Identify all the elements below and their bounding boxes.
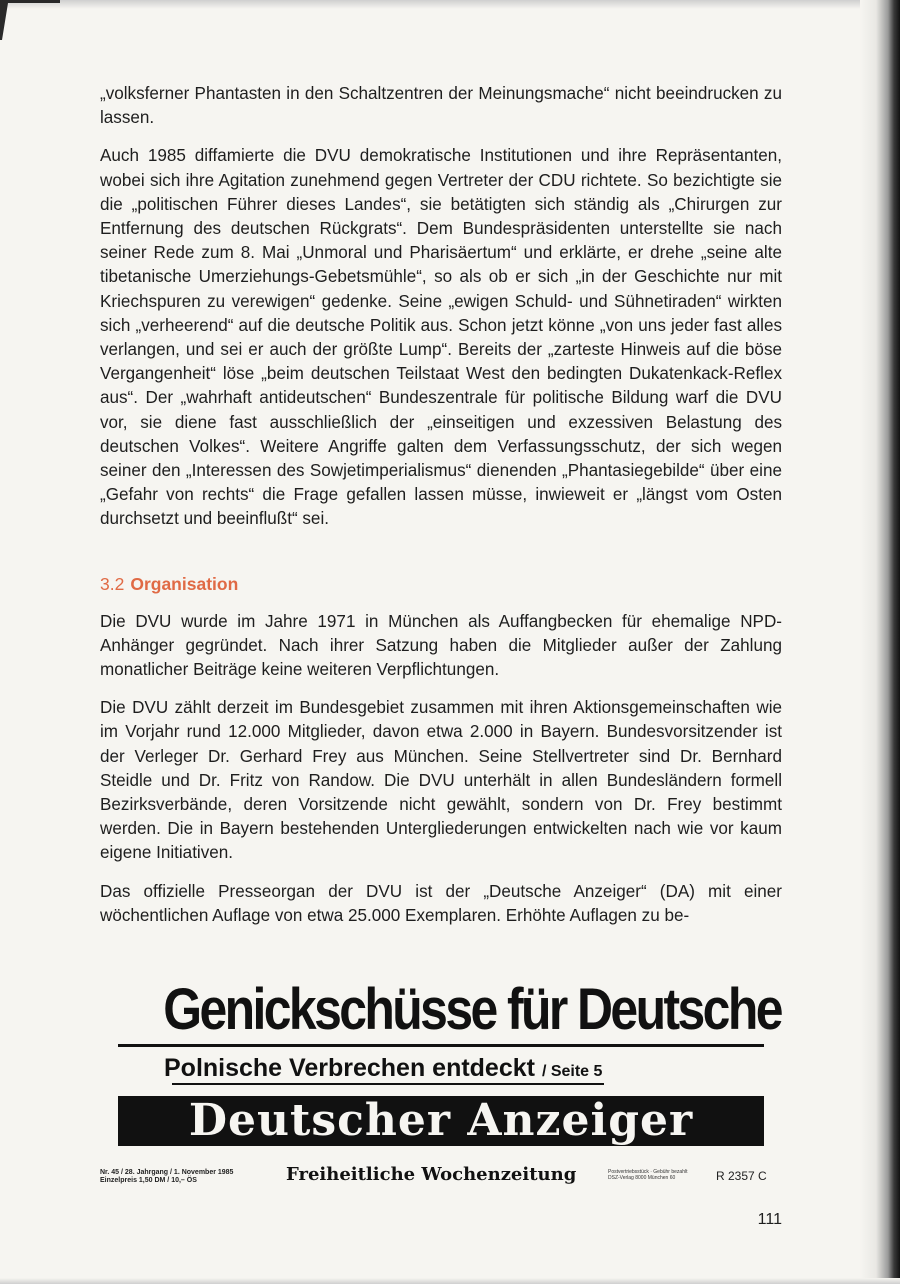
page-number: 111 <box>757 1211 782 1228</box>
paragraph-membership: Die DVU zählt derzeit im Bundesgebiet zusammen mit ihren Aktionsgemeinschaften wie im Vorjahr rund 12.000 Mitglieder, davon etwa 2.000 in Bayern. Bundesvorsitzender ist der Verleger Dr. Gerhard Frey aus München. Seine Stellvertreter sind Dr. Bernhard Steidle und Dr. Fritz von Randow. Die DVU unterhält in allen Bundesländern formell Bezirksverbände, deren Vorsitzende nicht gewählt, sondern von Dr. Frey bestimmt werden. Die in Bayern bestehenden Untergliederungen entwickelten nach wie vor kaum eigene Initiativen. <box>100 698 782 863</box>
scan-right-edge <box>860 0 900 1284</box>
paragraph-continuation: „volksferner Phantasten in den Schaltzentren der Meinungsmache“ nicht beeindrucken zu lassen. <box>100 84 782 128</box>
newspaper-masthead <box>118 1096 764 1146</box>
publisher-line: DSZ-Verlag 8000 München 60 <box>608 1175 676 1181</box>
subheadline-page-ref: / Seite 5 <box>541 1063 603 1080</box>
subheadline-rule <box>172 1083 604 1085</box>
section-title: Organisation <box>130 573 239 594</box>
scan-corner-mark <box>0 0 60 40</box>
document-body <box>100 82 782 942</box>
headline-rule <box>118 1044 764 1047</box>
price-line: Einzelpreis 1,50 DM / 10,– ÖS <box>100 1177 197 1184</box>
paragraph-dvu-1985: Auch 1985 diffamierte die DVU demokratische Institutionen und ihre Repräsentanten, wobei sich ihre Agitation zunehmend gegen Vertreter der CDU richtete. So bezichtigte sie die „politischen Führer dieses Landes“, sie betätigten sich ständig als „Chirurgen zur Entfernung des deutschen Rückgrats“. Dem Bundespräsidenten unterstellte sie nach seiner Rede zum 8. Mai „Unmoral und Pharisäertum“ und erklärte, er drehe „seine alte tibetanische Umerziehungs-Gebetsmühle“, so als ob er sich „in der Geschichte nur mit Kriechspuren zu verewigen“ gedenke. Seine „ewigen Schuld- und Sühnetiraden“ wirkten sich „verheerend“ auf die deutsche Politik aus. Schon jetzt könne „von uns jeder fast alles verlangen, und sei er auch der größte Lump“. Bereits der „zarteste Hinweis auf die böse Vergangenheit“ löse „beim deutschen Teilstaat West den bedingten Dukatenkack-Reflex aus“. Der „wahrhaft antideutschen“ Bundeszentrale für politische Bildung warf die DVU vor, sie diene fast ausschließlich der „einseitigen und exzessiven Belastung des deutschen Volkes“. Weitere Angriffe galten dem Verfassungsschutz, der sich wegen seiner den „Interessen des Sowjetimperialismus“ dienenden „Phantasiegebilde“ über eine „Gefahr von rechts“ die Frage gefallen lassen müsse, inwieweit er „längst vom Osten durchsetzt und beeinflußt“ sei. <box>100 146 782 529</box>
scan-bottom-edge <box>0 1278 900 1284</box>
newspaper-clipping <box>100 978 782 1198</box>
section-heading <box>100 572 782 596</box>
clipping-headline: Genickschüsse für Deutsche <box>163 977 781 1042</box>
masthead-title: Deutscher Anzeiger <box>188 1095 694 1146</box>
postal-line: Postvertriebsstück · Gebühr bezahlt <box>608 1169 688 1175</box>
issue-info <box>100 1169 270 1185</box>
postal-info <box>608 1169 718 1181</box>
paragraph-press-organ: Das offizielle Presseorgan der DVU ist der „Deutsche Anzeiger“ (DA) mit einer wöchentlichen Auflage von etwa 25.000 Exemplaren. Erhöhte Auflagen zu be- <box>100 881 782 925</box>
scan-top-edge <box>0 0 900 9</box>
newspaper-tagline: Freiheitliche Wochenzeitung <box>286 1164 577 1185</box>
issue-line: Nr. 45 / 28. Jahrgang / 1. November 1985 <box>100 1169 234 1176</box>
section-number: 3.2 <box>100 573 125 594</box>
paragraph-founding: Die DVU wurde im Jahre 1971 in München als Auffangbecken für ehemalige NPD-Anhänger gegründet. Nach ihrer Satzung haben die Mitglieder außer der Zahlung monatlicher Beiträge keine weiteren Verpflichtungen. <box>100 611 782 680</box>
subheadline-text: Polnische Verbrechen entdeckt <box>164 1054 535 1082</box>
postal-code: R 2357 C <box>716 1169 767 1183</box>
